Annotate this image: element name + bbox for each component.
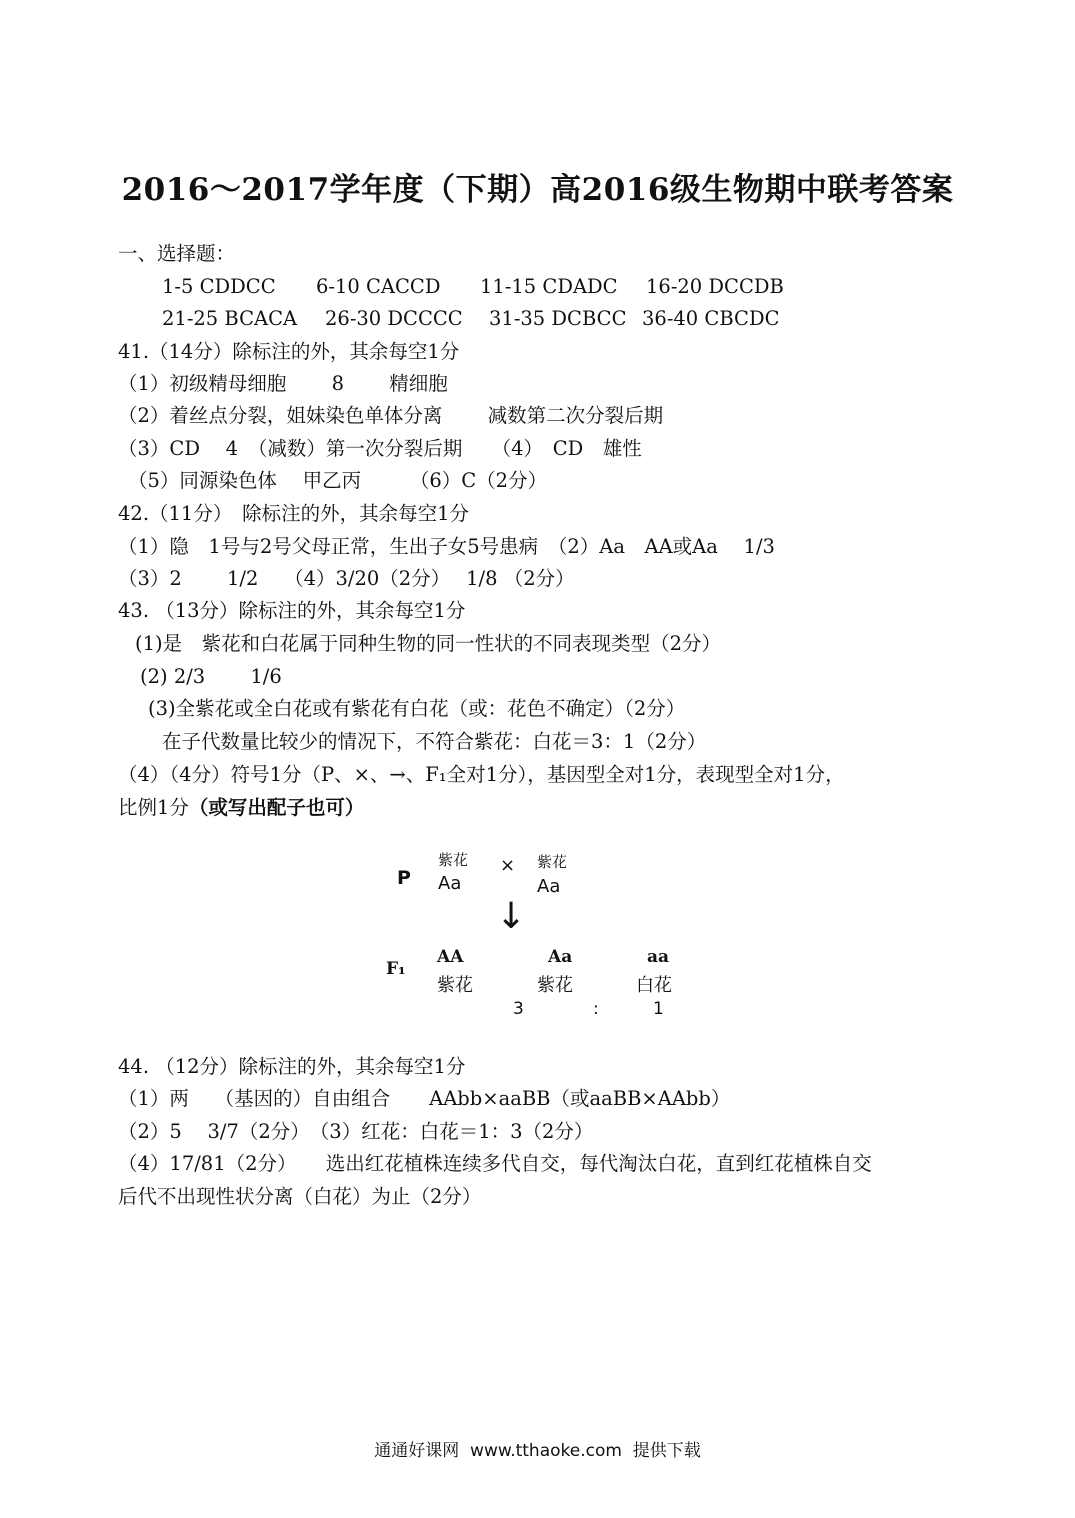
parent-generation-label: P bbox=[397, 867, 411, 889]
answer-group: 1-5 CDDCC bbox=[162, 275, 276, 298]
offspring2-genotype: Aa bbox=[548, 947, 573, 967]
question-header: 44. （12分）除标注的外，其余每空1分 bbox=[118, 1055, 466, 1078]
ratio-left: 3 bbox=[513, 999, 524, 1019]
offspring2-phenotype: 紫花 bbox=[537, 975, 573, 996]
cross-symbol: × bbox=[500, 855, 516, 876]
answer-line: （5）同源染色体 甲乙丙 （6）C（2分） bbox=[128, 469, 548, 492]
answer-group: 36-40 CBCDC bbox=[642, 307, 780, 330]
arrow-down-icon: ↓ bbox=[496, 896, 527, 937]
answer-line: （1）两 （基因的）自由组合 AAbb×aaBB（或aaBB×AAbb） bbox=[118, 1087, 731, 1110]
ratio-right: 1 bbox=[653, 999, 664, 1019]
question-header: 43. （13分）除标注的外，其余每空1分 bbox=[118, 599, 466, 622]
f1-generation-label: F₁ bbox=[386, 959, 406, 979]
answer-line bbox=[118, 796, 364, 820]
answer-line: 后代不出现性状分离（白花）为止（2分） bbox=[118, 1185, 482, 1208]
offspring3-phenotype: 白花 bbox=[636, 975, 672, 996]
answer-line: (2) 2/3 1/6 bbox=[140, 665, 282, 688]
parent1-genotype: Aa bbox=[438, 873, 462, 894]
offspring1-genotype: AA bbox=[437, 947, 464, 967]
answer-line: （3）2 1/2 （4）3/20（2分） 1/8 （2分） bbox=[118, 567, 575, 590]
offspring1-phenotype: 紫花 bbox=[437, 975, 473, 996]
answer-group: 6-10 CACCD bbox=[316, 275, 441, 298]
answer-group: 26-30 DCCCC bbox=[325, 307, 463, 330]
section-heading: 一、选择题： bbox=[118, 242, 236, 265]
answer-line: （1）初级精母细胞 8 精细胞 bbox=[118, 372, 448, 395]
answer-line: （4）17/81（2分） 选出红花植株连续多代自交，每代淘汰白花，直到红花植株自交 bbox=[118, 1152, 872, 1175]
question-header: 42.（11分） 除标注的外，其余每空1分 bbox=[118, 502, 469, 525]
answer-line: (3)全紫花或全白花或有紫花有白花（或：花色不确定）（2分） bbox=[148, 697, 686, 720]
scoring-note-bold: （或写出配子也可） bbox=[188, 796, 365, 819]
answer-group: 11-15 CDADC bbox=[480, 275, 618, 298]
answer-line: （2）着丝点分裂，姐妹染色单体分离 减数第二次分裂后期 bbox=[118, 404, 664, 427]
answer-group: 31-35 DCBCC bbox=[489, 307, 627, 330]
answer-line: (1)是 紫花和白花属于同种生物的同一性状的不同表现类型（2分） bbox=[135, 632, 722, 655]
parent1-phenotype: 紫花 bbox=[438, 851, 469, 869]
parent2-genotype: Aa bbox=[537, 876, 561, 897]
offspring3-genotype: aa bbox=[647, 947, 670, 967]
answer-group: 21-25 BCACA bbox=[162, 307, 298, 330]
question-header: 41.（14分）除标注的外，其余每空1分 bbox=[118, 340, 460, 363]
answer-line: （3）CD 4 （减数）第一次分裂后期 （4） CD 雄性 bbox=[118, 437, 642, 460]
scoring-note: 比例1分 bbox=[118, 796, 189, 819]
answer-line: （2）5 3/7（2分） （3）红花：白花＝1：3（2分） bbox=[118, 1120, 594, 1143]
genetic-cross-diagram bbox=[380, 845, 700, 1025]
answer-line: （1）隐 1号与2号父母正常，生出子女5号患病 （2）Aa AA或Aa 1/3 bbox=[118, 535, 775, 558]
ratio-colon: : bbox=[593, 999, 599, 1019]
parent2-phenotype: 紫花 bbox=[537, 853, 568, 871]
answer-line: （4）（4分）符号1分（P、×、→、F₁全对1分），基因型全对1分，表现型全对1分， bbox=[118, 763, 845, 786]
answer-line: 在子代数量比较少的情况下，不符合紫花：白花＝3：1（2分） bbox=[162, 730, 707, 753]
answer-group: 16-20 DCCDB bbox=[646, 275, 784, 298]
page-title: 2016～2017学年度（下期）高2016级生物期中联考答案 bbox=[121, 172, 954, 208]
page-footer: 通通好课网 www.tthaoke.com 提供下载 bbox=[374, 1441, 701, 1461]
